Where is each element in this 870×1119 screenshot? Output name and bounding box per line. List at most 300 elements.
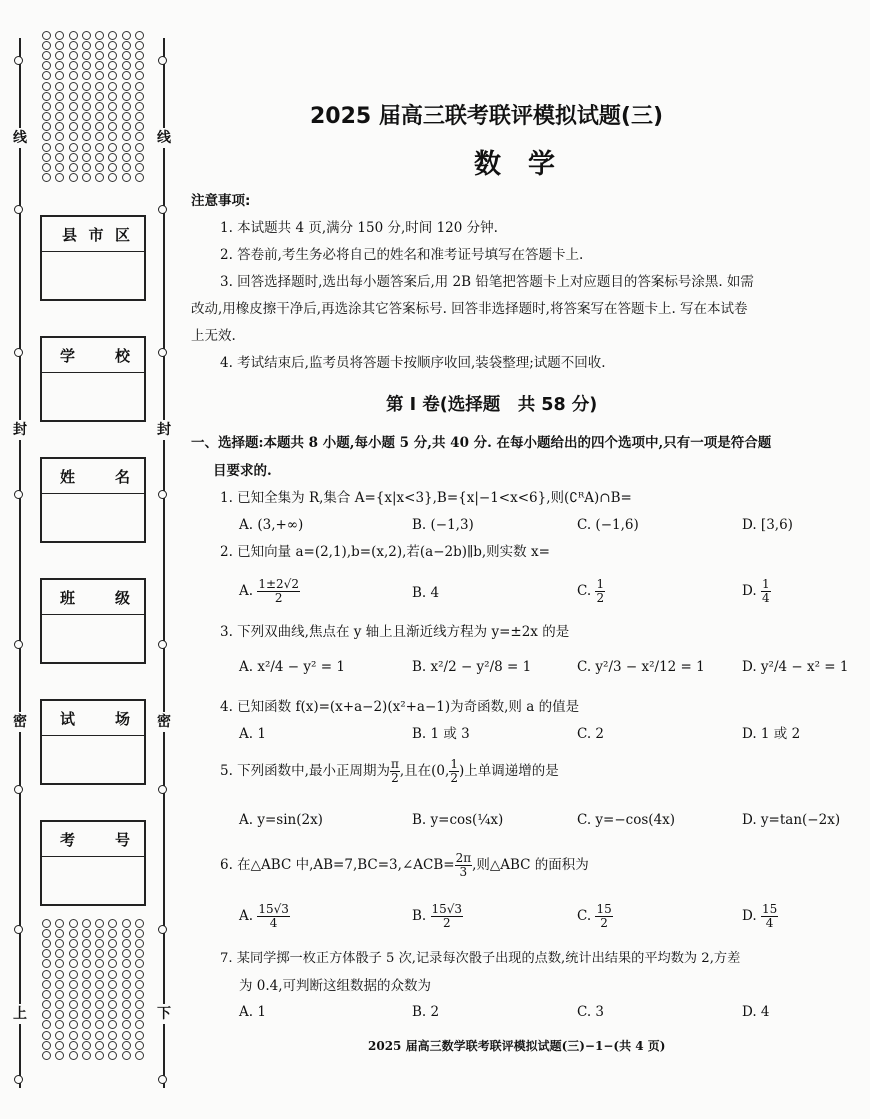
bubble-dot (135, 92, 144, 101)
bubble-dot (82, 61, 91, 70)
question-6-option-a[interactable]: A. $\frac{15√3}{4}$ (239, 902, 289, 930)
bubble-dot (135, 143, 144, 152)
section-title: 第 Ⅰ 卷(选择题 共 58 分) (386, 395, 598, 415)
side-label-xian-left: 线 (13, 130, 27, 146)
circle-marker (14, 56, 23, 65)
bubble-dot (42, 112, 51, 121)
bubble-dot (69, 112, 78, 121)
bubble-dot (42, 143, 51, 152)
bubble-dot (122, 929, 131, 938)
question-5-option-a[interactable]: A. y=sin(2x) (239, 812, 323, 828)
bubble-dot (69, 71, 78, 80)
bubble-dot (55, 949, 64, 958)
bubble-dot (55, 1010, 64, 1019)
bubble-dot (95, 939, 104, 948)
bubble-dot (95, 949, 104, 958)
bubble-dot (122, 143, 131, 152)
question-6-option-c[interactable]: C. $\frac{15}{2}$ (577, 902, 612, 930)
bubble-dot (135, 71, 144, 80)
bubble-dot (135, 949, 144, 958)
bubble-dot (95, 51, 104, 60)
bubble-dot (95, 1010, 104, 1019)
bubble-dot (42, 1010, 51, 1019)
bubble-dot (82, 1051, 91, 1060)
bubble-dot (55, 970, 64, 979)
note-1: 1. 本试题共 4 页,满分 150 分,时间 120 分钟. (220, 220, 498, 236)
bubble-dot (108, 61, 117, 70)
question-1-option-c[interactable]: C. (−1,6) (577, 517, 639, 533)
question-3-stem: 3. 下列双曲线,焦点在 y 轴上且渐近线方程为 y=±2x 的是 (220, 624, 570, 640)
bubble-dot (108, 1000, 117, 1009)
circle-marker (158, 925, 167, 934)
bubble-dot (135, 970, 144, 979)
bubble-dot (82, 82, 91, 91)
circle-marker (158, 56, 167, 65)
bubble-dot (108, 102, 117, 111)
note-3-line-3: 上无效. (191, 328, 236, 344)
circle-marker (14, 348, 23, 357)
note-2: 2. 答卷前,考生务必将自己的姓名和准考证号填写在答题卡上. (220, 247, 584, 263)
bubble-dot (95, 1020, 104, 1029)
bubble-dot (122, 1051, 131, 1060)
bubble-dot (122, 949, 131, 958)
bubble-dot (135, 41, 144, 50)
bubble-dot (122, 82, 131, 91)
question-6-stem: 6. 在△ABC 中,AB=7,BC=3,∠ACB= $\frac{2\pi}{3}$ ,则△ABC 的面积为 (220, 851, 589, 879)
bubble-dot (42, 82, 51, 91)
bubble-dot (69, 82, 78, 91)
bubble-dot (69, 132, 78, 141)
bubble-dot (95, 143, 104, 152)
info-box-school[interactable] (40, 336, 146, 422)
bubble-dot (55, 122, 64, 131)
bubble-dot (122, 173, 131, 182)
bubble-dot (55, 990, 64, 999)
bubble-dot (108, 112, 117, 121)
bubble-dot (108, 71, 117, 80)
bubble-dot (135, 1041, 144, 1050)
bubble-dot (122, 102, 131, 111)
bubble-dot (82, 132, 91, 141)
circle-marker (14, 205, 23, 214)
bubble-dot (108, 939, 117, 948)
bubble-dot (69, 980, 78, 989)
circle-marker (14, 490, 23, 499)
question-4-option-b[interactable]: B. 1 或 3 (412, 726, 470, 742)
circle-marker (14, 1075, 23, 1084)
bubble-dot (55, 939, 64, 948)
bubble-dot (55, 61, 64, 70)
bubble-dot (69, 1041, 78, 1050)
bubble-dot (95, 173, 104, 182)
bubble-dot (95, 61, 104, 70)
bubble-dot (95, 1000, 104, 1009)
bubble-dot (55, 132, 64, 141)
question-7-option-b[interactable]: B. 2 (412, 1004, 440, 1020)
bubble-dot (55, 112, 64, 121)
bubble-dot (95, 919, 104, 928)
exam-title: 2025 届高三联考联评模拟试题(三) (310, 104, 663, 129)
question-5-stem: 5. 下列函数中,最小正周期为 $\frac{\pi}{2}$ ,且在(0, $\frac{1}{2}$ )上单调递增的是 (220, 757, 559, 785)
bubble-dot (108, 173, 117, 182)
bubble-dot (82, 929, 91, 938)
question-1-stem: 1. 已知全集为 R,集合 A={x|x<3},B={x|−1<x<6},则(∁ᴿA)∩B= (220, 490, 632, 506)
question-2-stem: 2. 已知向量 a=(2,1),b=(x,2),若(a−2b)∥b,则实数 x= (220, 544, 550, 560)
bubble-dot (42, 122, 51, 131)
question-1-option-d[interactable]: D. [3,6) (742, 517, 793, 533)
bubble-dot (82, 939, 91, 948)
bubble-dot (82, 1000, 91, 1009)
side-label-feng-left: 封 (13, 422, 27, 438)
bubble-dot (55, 153, 64, 162)
bubble-dot (95, 1051, 104, 1060)
circle-marker (158, 1075, 167, 1084)
info-label-name: 姓 名 (42, 459, 144, 494)
question-2-option-d[interactable]: D. $\frac{1}{4}$ (742, 577, 770, 605)
bubble-dot (55, 1031, 64, 1040)
bubble-dot (122, 1000, 131, 1009)
bubble-dot (122, 122, 131, 131)
bubble-dot (108, 122, 117, 131)
circle-marker (158, 490, 167, 499)
bubble-dot (135, 1031, 144, 1040)
bubble-dot (95, 122, 104, 131)
part1-instructions-line-2: 目要求的. (213, 463, 272, 479)
bubble-dot (95, 41, 104, 50)
bubble-dot (42, 949, 51, 958)
bubble-dot (135, 132, 144, 141)
circle-marker (14, 925, 23, 934)
bubble-dot (55, 51, 64, 60)
bubble-dot (82, 71, 91, 80)
bubble-dot (108, 1010, 117, 1019)
bubble-dot (42, 1051, 51, 1060)
bubble-dot (135, 1000, 144, 1009)
bubble-dot (69, 153, 78, 162)
bubble-dot (69, 102, 78, 111)
bubble-dot (135, 31, 144, 40)
note-4: 4. 考试结束后,监考员将答题卡按顺序收回,装袋整理;试题不回收. (220, 355, 606, 371)
bubble-dot (82, 102, 91, 111)
bubble-dot (55, 143, 64, 152)
bubble-dot (108, 990, 117, 999)
bubble-dot (108, 132, 117, 141)
side-label-feng-right: 封 (157, 422, 171, 438)
bubble-dot (69, 1010, 78, 1019)
bubble-dot (55, 31, 64, 40)
bubble-dot (135, 959, 144, 968)
bubble-dot (122, 132, 131, 141)
bubble-dot (82, 41, 91, 50)
question-4-stem: 4. 已知函数 f(x)=(x+a−2)(x²+a−1)为奇函数,则 a 的值是 (220, 699, 580, 715)
bubble-dot (135, 929, 144, 938)
bubble-dot (135, 112, 144, 121)
bubble-dot (55, 41, 64, 50)
bubble-dot (69, 939, 78, 948)
bubble-dot (69, 970, 78, 979)
question-3-option-a[interactable]: A. x²/4 − y² = 1 (239, 659, 345, 675)
bubble-dot (55, 82, 64, 91)
bubble-dot (42, 163, 51, 172)
bubble-dot (42, 1000, 51, 1009)
subject-title: 数 学 (474, 149, 555, 180)
bubble-dot (42, 61, 51, 70)
bubble-dot (95, 153, 104, 162)
bubble-dot (82, 1031, 91, 1040)
bubble-dot (122, 990, 131, 999)
question-7-stem-line-1: 7. 某同学掷一枚正方体骰子 5 次,记录每次骰子出现的点数,统计出结果的平均数为 2,方差 (220, 951, 741, 966)
bubble-dot (135, 153, 144, 162)
bubble-dot (108, 41, 117, 50)
bubble-dot (42, 153, 51, 162)
side-label-shang-left: 上 (13, 1006, 27, 1022)
bubble-dot (69, 929, 78, 938)
bubble-dot (108, 919, 117, 928)
bubble-dot (135, 61, 144, 70)
bubble-dot (122, 980, 131, 989)
bubble-dot (69, 1031, 78, 1040)
bubble-dot (69, 51, 78, 60)
bubble-dot (42, 919, 51, 928)
bubble-dot (82, 153, 91, 162)
bubble-dot (69, 1000, 78, 1009)
note-3-line-1: 3. 回答选择题时,选出每小题答案后,用 2B 铅笔把答题卡上对应题目的答案标号涂黑. 如需 (220, 274, 754, 290)
side-label-mi-right: 密 (157, 714, 171, 730)
info-label-district: 县 市 区 (42, 217, 144, 252)
bubble-dot (42, 990, 51, 999)
bubble-dot (55, 102, 64, 111)
info-box-class[interactable] (40, 578, 146, 664)
bubble-dot (55, 929, 64, 938)
question-4-option-c[interactable]: C. 2 (577, 726, 605, 742)
bubble-dot (69, 163, 78, 172)
question-7-option-a[interactable]: A. 1 (239, 1004, 266, 1020)
bubble-dot (42, 173, 51, 182)
bubble-dot (42, 31, 51, 40)
bubble-dot (42, 929, 51, 938)
bubble-dot (135, 1010, 144, 1019)
bubble-dot (82, 173, 91, 182)
bubble-dot (95, 102, 104, 111)
bubble-dot (69, 31, 78, 40)
bubble-dot (69, 919, 78, 928)
bubble-dot (55, 1000, 64, 1009)
bubble-dot (82, 970, 91, 979)
question-2-option-b[interactable]: B. 4 (412, 585, 440, 601)
info-box-exam-number[interactable] (40, 820, 146, 906)
bubble-dot (108, 970, 117, 979)
question-6-option-b[interactable]: B. $\frac{15√3}{2}$ (412, 902, 463, 930)
bubble-dot (108, 31, 117, 40)
bubble-dot (122, 1031, 131, 1040)
part1-instructions-line-1: 一、选择题:本题共 8 小题,每小题 5 分,共 40 分. 在每小题给出的四个选项中,只有一项是符合题 (191, 435, 772, 451)
bubble-dot (42, 92, 51, 101)
question-5-option-b[interactable]: B. y=cos(¼x) (412, 812, 504, 828)
bubble-dot (108, 929, 117, 938)
bubble-dot (69, 949, 78, 958)
side-label-xia-right: 下 (157, 1006, 171, 1022)
bubble-dot (135, 51, 144, 60)
question-2-option-c[interactable]: C. $\frac{1}{2}$ (577, 577, 605, 605)
bubble-dot (42, 970, 51, 979)
bubble-dot (42, 41, 51, 50)
info-box-exam-room[interactable] (40, 699, 146, 785)
bubble-dot (42, 1020, 51, 1029)
bubble-dot (122, 153, 131, 162)
bubble-dot (122, 939, 131, 948)
bubble-dot (108, 163, 117, 172)
question-6-option-d[interactable]: D. $\frac{15}{4}$ (742, 902, 778, 930)
question-5-option-d[interactable]: D. y=tan(−2x) (742, 812, 841, 828)
side-label-mi-left: 密 (13, 714, 27, 730)
bubble-dot (55, 980, 64, 989)
bubble-dot (82, 980, 91, 989)
circle-marker (158, 205, 167, 214)
bubble-dot (69, 1051, 78, 1060)
bubble-dot (135, 163, 144, 172)
bubble-dot (122, 163, 131, 172)
circle-marker (14, 785, 23, 794)
bubble-dot (82, 51, 91, 60)
bubble-dot (122, 1010, 131, 1019)
bubble-dot (42, 71, 51, 80)
info-box-district[interactable] (40, 215, 146, 301)
question-3-option-d[interactable]: D. y²/4 − x² = 1 (742, 659, 849, 675)
bubble-dot (95, 929, 104, 938)
bubble-dot (42, 980, 51, 989)
bubble-dot (69, 41, 78, 50)
circle-marker (158, 640, 167, 649)
question-7-option-d[interactable]: D. 4 (742, 1004, 770, 1020)
bubble-dot (82, 919, 91, 928)
bubble-dot (69, 143, 78, 152)
bubble-dot (95, 132, 104, 141)
bubble-dot (69, 61, 78, 70)
circle-marker (158, 785, 167, 794)
bubble-dot (122, 919, 131, 928)
question-3-option-b[interactable]: B. x²/2 − y²/8 = 1 (412, 659, 532, 675)
question-7-stem-line-2: 为 0.4,可判断这组数据的众数为 (239, 978, 432, 994)
bubble-dot (82, 112, 91, 121)
bubble-dot (108, 92, 117, 101)
bubble-dot (135, 82, 144, 91)
notes-heading: 注意事项: (191, 193, 251, 209)
bubble-dot (69, 92, 78, 101)
bubble-dot (122, 1041, 131, 1050)
bubble-dot (108, 51, 117, 60)
info-label-exam-room: 试 场 (42, 701, 144, 736)
bubble-dot (82, 92, 91, 101)
info-label-exam-number: 考 号 (42, 822, 144, 857)
bubble-dot (122, 92, 131, 101)
bubble-dot (135, 919, 144, 928)
bubble-dot (95, 980, 104, 989)
bubble-dot (108, 1041, 117, 1050)
bubble-dot (95, 112, 104, 121)
question-4-option-d[interactable]: D. 1 或 2 (742, 726, 801, 742)
bubble-dot (82, 1010, 91, 1019)
bubble-dot (135, 980, 144, 989)
question-3-option-c[interactable]: C. y²/3 − x²/12 = 1 (577, 659, 705, 675)
bubble-dot (55, 71, 64, 80)
question-2-option-a[interactable]: A. $\frac{1\pm 2√2}{2}$ (239, 577, 299, 605)
bubble-dot (55, 919, 64, 928)
bubble-dot (95, 31, 104, 40)
bubble-dot (55, 1051, 64, 1060)
bubble-dot (95, 163, 104, 172)
info-label-school: 学 校 (42, 338, 144, 373)
bubble-dot (55, 1041, 64, 1050)
bubble-dot (42, 1041, 51, 1050)
bubble-dot (42, 51, 51, 60)
bubble-dot (108, 1051, 117, 1060)
bubble-dot (69, 990, 78, 999)
bubble-dot (42, 132, 51, 141)
question-1-option-b[interactable]: B. (−1,3) (412, 517, 474, 533)
bubble-dot (95, 82, 104, 91)
bubble-dot (95, 970, 104, 979)
bubble-dot (55, 1020, 64, 1029)
bubble-dot (55, 163, 64, 172)
bubble-dot (108, 1020, 117, 1029)
dot-grid-bottom (40, 918, 146, 1061)
bubble-dot (135, 102, 144, 111)
bubble-dot (122, 112, 131, 121)
bubble-dot (122, 31, 131, 40)
bubble-dot (122, 51, 131, 60)
circle-marker (14, 640, 23, 649)
question-4-option-a[interactable]: A. 1 (239, 726, 266, 742)
bubble-dot (95, 959, 104, 968)
bubble-dot (108, 980, 117, 989)
bubble-dot (122, 61, 131, 70)
bubble-dot (122, 1020, 131, 1029)
question-7-option-c[interactable]: C. 3 (577, 1004, 605, 1020)
bubble-dot (82, 949, 91, 958)
bubble-dot (55, 92, 64, 101)
bubble-dot (69, 959, 78, 968)
note-3-line-2: 改动,用橡皮擦干净后,再选涂其它答案标号. 回答非选择题时,将答案写在答题卡上. 写在本试卷 (191, 301, 748, 317)
bubble-dot (69, 173, 78, 182)
bubble-dot (95, 1031, 104, 1040)
bubble-dot (122, 959, 131, 968)
bubble-dot (108, 949, 117, 958)
bubble-dot (82, 1041, 91, 1050)
info-box-name[interactable] (40, 457, 146, 543)
bubble-dot (135, 990, 144, 999)
bubble-dot (82, 959, 91, 968)
question-1-option-a[interactable]: A. (3,+∞) (239, 517, 304, 533)
bubble-dot (122, 41, 131, 50)
bubble-dot (108, 1031, 117, 1040)
bubble-dot (82, 31, 91, 40)
bubble-dot (42, 959, 51, 968)
bubble-dot (108, 82, 117, 91)
bubble-dot (82, 143, 91, 152)
circle-marker (158, 348, 167, 357)
question-5-option-c[interactable]: C. y=−cos(4x) (577, 812, 676, 828)
bubble-dot (55, 173, 64, 182)
bubble-dot (95, 71, 104, 80)
bubble-dot (108, 153, 117, 162)
bubble-dot (42, 939, 51, 948)
bubble-dot (95, 1041, 104, 1050)
bubble-dot (122, 970, 131, 979)
bubble-dot (82, 990, 91, 999)
bubble-dot (42, 102, 51, 111)
bubble-dot (135, 1051, 144, 1060)
bubble-dot (135, 939, 144, 948)
